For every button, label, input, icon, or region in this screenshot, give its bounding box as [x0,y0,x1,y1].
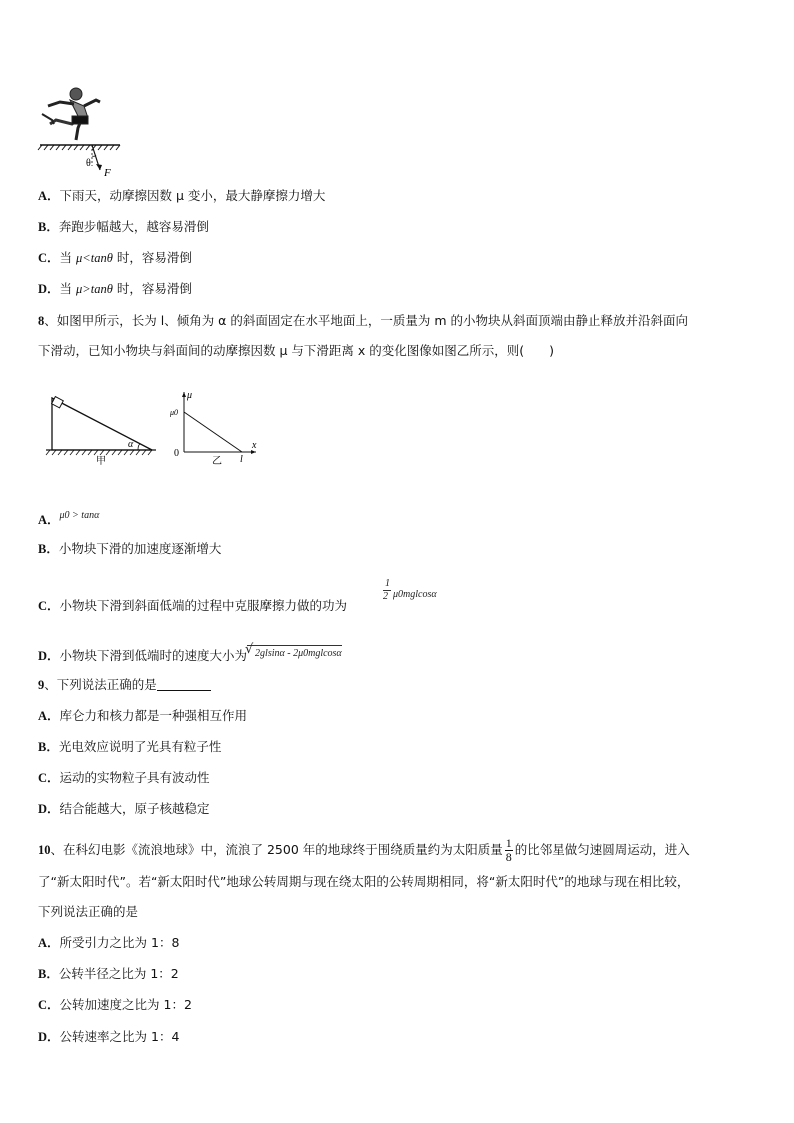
runner-icon [42,88,100,140]
q7-option-b: B．奔跑步幅越大，越容易滑倒 [38,219,209,234]
yi-x-axis-label: x [252,440,257,451]
q10-stem-line2: 了“新太阳时代”。若“新太阳时代”地球公转周期与现在绕太阳的公转周期相同，将“新太阳时代”的地球与现在相比较， [38,874,690,889]
q7-option-c: C．当 μ<tanθ 时，容易滑倒 [38,250,192,265]
q8-stem-line1: 8、如图甲所示，长为 l、倾角为 α 的斜面固定在水平地面上，一质量为 m 的小物块从斜面顶端由静止释放并沿斜面向 [38,313,689,328]
q8-option-c-formula: 1 2 μ0mglcosα [383,578,437,602]
yi-mu0-tick: μ0 [170,408,179,417]
q10-option-a: A．所受引力之比为 1：8 [38,935,180,950]
yi-y-axis-label: μ [187,390,193,401]
q9-option-c: C．运动的实物粒子具有波动性 [38,770,210,785]
runner-figure [36,84,126,180]
jia-angle-label: α [128,439,134,450]
angle-theta-label: θ [86,158,91,169]
jia-caption: 甲 [96,456,106,466]
q9-stem: 9、下列说法正确的是 [38,677,211,693]
q10-stem-line1: 10、在科幻电影《流浪地球》中，流浪了 2500 年的地球终于围绕质量约为太阳质量 $\frac{1}{8}$ 的比邻星做匀速圆周运动，进入 [38,836,690,864]
q10-stem-line3: 下列说法正确的是 [38,904,139,919]
q10-option-b: B．公转半径之比为 1：2 [38,966,179,981]
q8-option-b: B．小物块下滑的加速度逐渐增大 [38,541,222,556]
answer-blank [157,678,211,691]
force-f-label: F [104,167,111,179]
yi-origin-label: 0 [174,448,179,459]
sqrt-expression: √ 2glsinα - 2μ0mglcosα [247,645,342,662]
q7-option-d: D．当 μ>tanθ 时，容易滑倒 [38,281,192,296]
q8-stem-line2: 下滑动，已知小物块与斜面间的动摩擦因数 μ 与下滑距离 x 的变化图像如图乙所示，则( ) [38,343,554,358]
yi-l-tick: l [240,454,243,465]
q10-option-d: D．公转速率之比为 1：4 [38,1029,180,1044]
q7-option-a: A．下雨天，动摩擦因数 μ 变小，最大静摩擦力增大 [38,188,326,203]
q10-fraction: $\frac{1}{8}$ [505,836,512,864]
mu-line [184,412,242,452]
q8-option-d: D．小物块下滑到低端时的速度大小为√ 2glsinα - 2μ0mglcosα [38,645,342,664]
yi-caption: 乙 [212,456,222,467]
q9-option-b: B．光电效应说明了光具有粒子性 [38,739,222,754]
q10-option-c: C．公转加速度之比为 1：2 [38,997,192,1012]
q9-option-d: D．结合能越大，原子核越稳定 [38,801,210,816]
figure-yi-graph [168,386,264,468]
q9-option-a: A．库仑力和核力都是一种强相互作用 [38,708,248,723]
q8-option-a: A．$^{\mu 0 > tan\alpha}$ [38,510,100,527]
figure-jia-incline [44,392,160,466]
q8-option-c: C．小物块下滑到斜面低端的过程中克服摩擦力做的功为 [38,598,348,613]
